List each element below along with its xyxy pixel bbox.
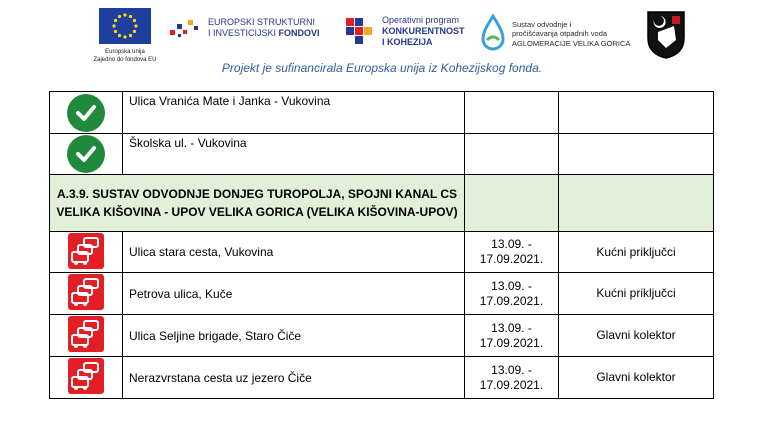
date-end: 17.09.2021. [479, 252, 544, 266]
eu-flag-icon [99, 8, 151, 44]
traffic-jam-icon [68, 358, 104, 394]
esif-line1: EUROPSKI STRUKTURNI [208, 17, 316, 27]
header-logos [0, 0, 764, 85]
table-row [50, 357, 714, 399]
traffic-jam-icon [68, 274, 104, 310]
table-row [50, 134, 714, 175]
date-start: 13.09. - [491, 320, 532, 335]
esif-line2-bold: FONDOVI [278, 28, 320, 38]
type-cell: Glavni kolektor [559, 357, 714, 399]
table-row [50, 315, 714, 357]
date-start: 13.09. - [491, 362, 532, 377]
date-cell [465, 357, 559, 399]
esif-logo [168, 14, 320, 42]
location-cell: Školska ul. - Vukovina [123, 134, 465, 175]
opkk-line2: KONKURENTNOST [382, 25, 465, 36]
type-cell [559, 92, 714, 134]
date-cell [465, 92, 559, 134]
water-line3: AGLOMERACIJE VELIKA GORICA [512, 38, 631, 48]
table-row [50, 232, 714, 273]
traffic-jam-icon [68, 233, 104, 269]
date-end: 17.09.2021. [479, 335, 544, 350]
date-end: 17.09.2021. [479, 377, 544, 392]
date-start: 13.09. - [491, 278, 532, 293]
road-works-table [49, 91, 714, 399]
opkk-logo [342, 14, 465, 48]
table-row [50, 92, 714, 134]
location-cell: Petrova ulica, Kuče [123, 273, 465, 315]
green-check-icon [67, 135, 105, 173]
traffic-jam-icon [68, 316, 104, 352]
eu-caption-line2: Zajedno do fondova EU [93, 57, 157, 63]
section-title: A.3.9. SUSTAV ODVODNJE DONJEG TUROPOLJA, SPOJNI KANAL CS VELIKA KIŠOVINA - UPOV VELIKA GORICA (VELIKA KIŠOVINA-UPOV) [50, 175, 465, 232]
water-line1: Sustav odvodnje i [512, 19, 572, 29]
type-cell: Glavni kolektor [559, 315, 714, 357]
opkk-line1: Operativni program [382, 14, 460, 25]
water-drop-icon [480, 14, 506, 54]
location-cell: Ulica Vranića Mate i Janka - Vukovina [123, 92, 465, 134]
section-header-row [50, 175, 714, 232]
date-start: 13.09. - [491, 237, 532, 251]
esif-squares-icon [168, 14, 202, 42]
type-cell: Kućni priključci [559, 232, 714, 273]
type-cell [559, 134, 714, 175]
water-line2: pročišćavanja otpadnih voda [512, 29, 608, 39]
date-cell [465, 315, 559, 357]
velika-gorica-crest-icon [646, 10, 686, 60]
green-check-icon [67, 94, 105, 132]
opkk-line3: I KOHEZIJA [382, 36, 433, 47]
date-cell [465, 273, 559, 315]
table-row [50, 273, 714, 315]
esif-line2: I INVESTICIJSKI [208, 28, 279, 38]
eu-logo [90, 8, 160, 64]
project-subtitle: Projekt je sufinancirala Europska unija iz Kohezijskog fonda. [221, 61, 543, 75]
location-cell: Nerazvrstana cesta uz jezero Čiče [123, 357, 465, 399]
location-cell: Ulica Seljine brigade, Staro Čiče [123, 315, 465, 357]
water-system-logo [480, 14, 630, 54]
type-cell: Kućni priključci [559, 273, 714, 315]
date-cell [465, 134, 559, 175]
eu-caption-line1: Europska unija [105, 49, 145, 55]
date-end: 17.09.2021. [479, 293, 544, 308]
location-cell: Ulica stara cesta, Vukovina [123, 232, 465, 273]
opkk-squares-icon [342, 14, 376, 48]
date-cell [465, 232, 559, 273]
